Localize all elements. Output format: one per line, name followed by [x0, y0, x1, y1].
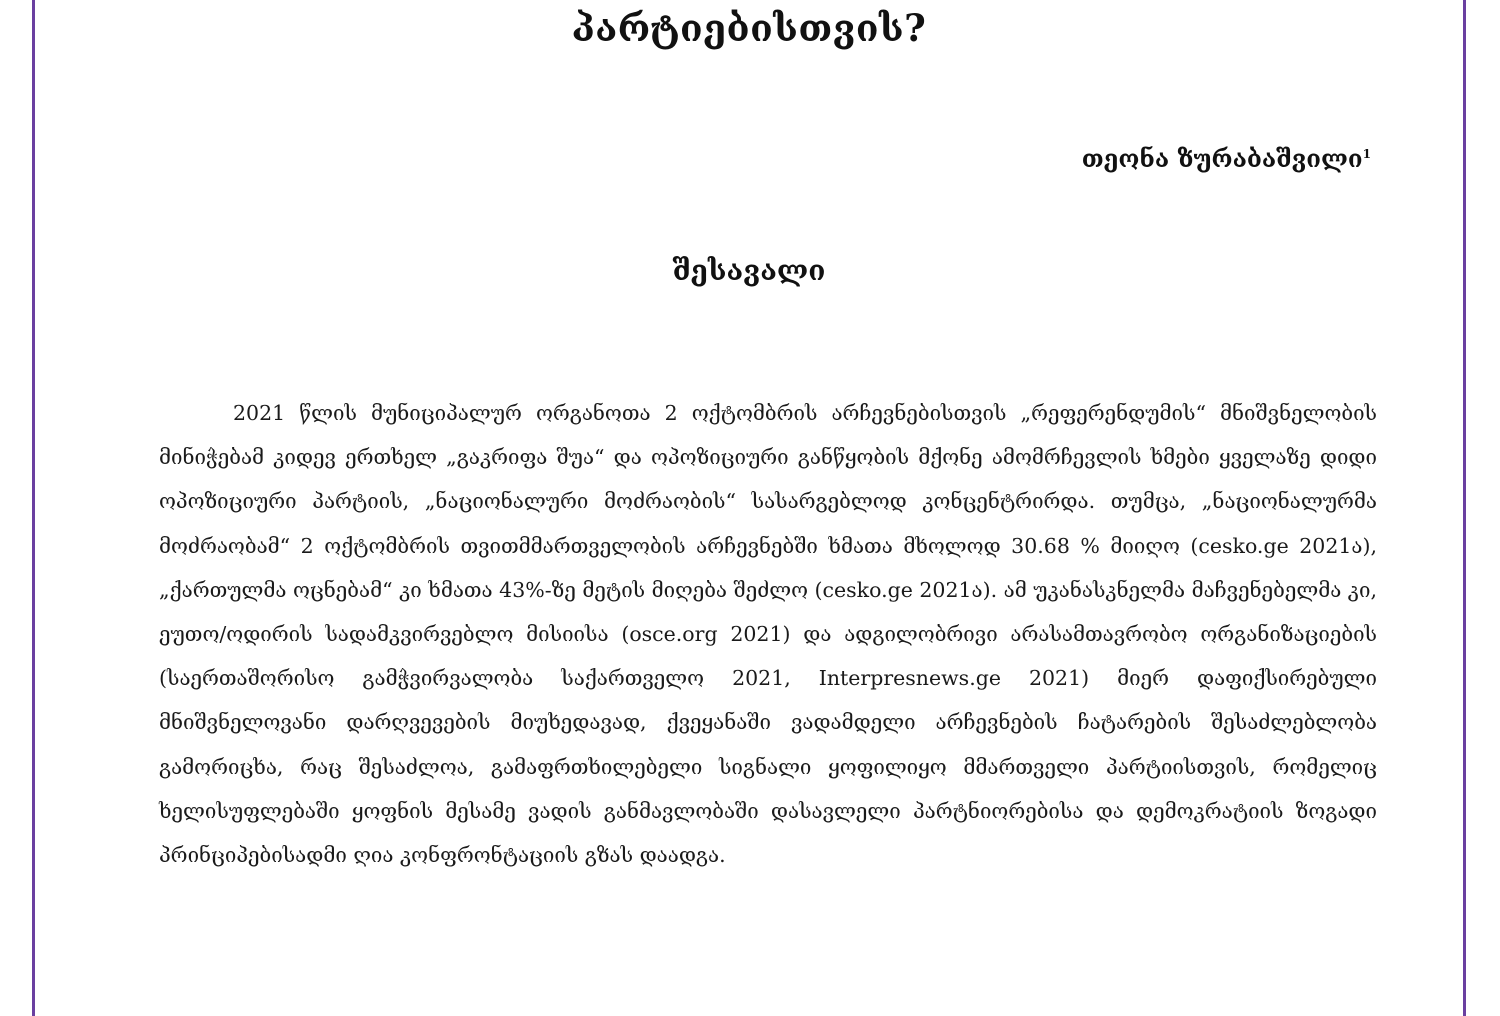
body-paragraph: 2021 წლის მუნიციპალურ ორგანოთა 2 ოქტომბრის არჩევნებისთვის „რეფერენდუმის“ მნიშვნელობის მინიჭებამ კიდევ ერთხელ „გაკრიფა შუა“ და ოპოზიციური განწყობის მქონე ამომრჩევლის ხმები ყველაზე დიდი ოპოზიციური პარტიის, „ნაციონალური მოძრაობის“ სასარგებლოდ კონცენტრირდა. თუმცა, „ნაციონალურმა მოძრაობამ“ 2 ოქტომბრის თვითმმართველობის არჩევნებში ხმათა მხოლოდ 30.68 % მიიღო (cesko.ge 2021ა), „ქართულმა ოცნებამ“ კი ხმათა 43%-ზე მეტის მიღება შეძლო (cesko.ge 2021ა). ამ უკანასკნელმა მაჩვენებელმა კი, ეუთო/ოდირის სადამკვირვებლო მისიისა (osce.org 2021) და ადგილობრივი არასამთავრობო ორგანიზაციების (საერთაშორისო გამჭვირვალობა საქართველო 2021, Interpresnews.ge 2021) მიერ დაფიქსირებული მნიშვნელოვანი დარღვევების მიუხედავად, ქვეყანაში ვადამდელი არჩევნების ჩატარების შესაძლებლობა გამორიცხა, რაც შესაძლოა, გამაფრთხილებელი სიგნალი ყოფილიყო მმართველი პარტიისთვის, რომელიც ხელისუფლებაში ყოფნის მესამე ვადის განმავლობაში დასავლელი პარტნიორებისა და დემოკრატიის ზოგადი პრინციპებისადმი ღია კონფრონტაციის გზას დაადგა. — [159, 401, 1377, 868]
section-heading: შესავალი — [672, 254, 826, 287]
author-name — [1082, 136, 1371, 177]
document-page — [32, 0, 1466, 1016]
author-name-text: თეონა ზურაბაშვილი — [1081, 144, 1363, 173]
footnote-mark: 1 — [1362, 147, 1371, 161]
document-title: პარტიებისთვის? — [571, 6, 927, 50]
